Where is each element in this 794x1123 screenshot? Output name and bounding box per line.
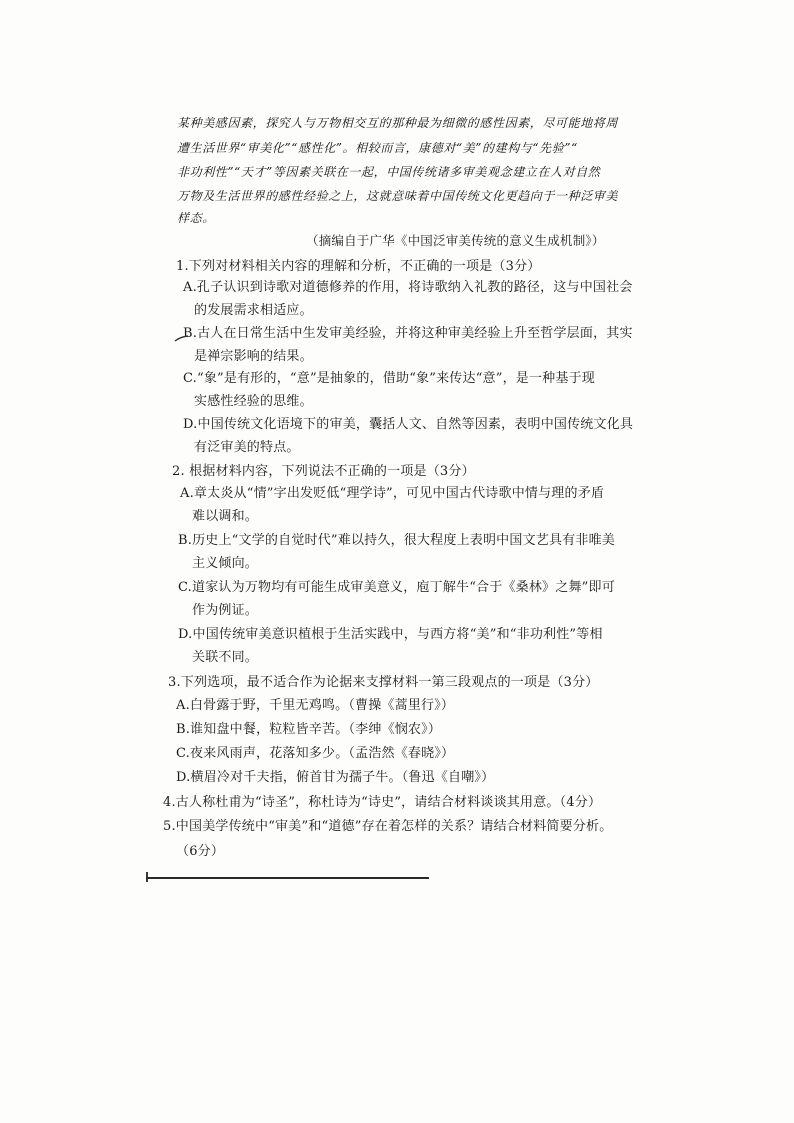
q2-option-b: B.历史上“文学的自觉时代”难以持久，很大程度上表明中国文艺具有非唯美: [178, 533, 615, 548]
q1-option-c: C.“象”是有形的，“意”是抽象的，借助“象”来传达“意”，是一种基于现: [183, 371, 595, 386]
question-2-stem: 2. 根据材料内容，下列说法不正确的一项是（3分）: [172, 464, 475, 479]
question-3-stem: 3.下列选项，最不适合作为论据来支撑材料一第三段观点的一项是（3分）: [168, 675, 599, 690]
q2-option-a-cont: 难以调和。: [192, 509, 259, 524]
source-citation: （摘编自于广华《中国泛审美传统的意义生成机制》）: [306, 233, 605, 248]
q3-option-a: A.白骨露于野，千里无鸡鸣。（曹操《蒿里行》）: [176, 698, 455, 713]
q2-option-c: C.道家认为万物均有可能生成审美意义，庖丁解牛“合于《桑林》之舞”即可: [178, 580, 615, 595]
q2-option-d: D.中国传统审美意识植根于生活实践中，与西方将“美”和“非功利性”等相: [178, 627, 603, 642]
q1-option-a: A.孔子认识到诗歌对道德修养的作用，将诗歌纳入礼教的路径，这与中国社会: [183, 280, 633, 295]
passage-line: 非功利性”“天才”等因素关联在一起，中国传统诸多审美观念建立在人对自然: [177, 165, 601, 179]
question-4-stem: 4.古人称杜甫为“诗圣”，称杜诗为“诗史”，请结合材料谈谈其用意。（4分）: [163, 795, 602, 810]
q3-option-b: B.谁知盘中餐，粒粒皆辛苦。（李绅《悯农》）: [176, 722, 442, 737]
q2-option-b-cont: 主义倾向。: [192, 556, 259, 571]
q1-option-b-cont: 是禅宗影响的结果。: [194, 349, 313, 364]
bottom-divider: [146, 877, 429, 879]
q2-option-c-cont: 作为例证。: [192, 603, 259, 618]
pen-mark-icon: [174, 333, 190, 343]
q3-option-c: C.夜来风雨声，花落知多少。（孟浩然《春晓》）: [176, 746, 455, 761]
q1-option-a-cont: 的发展需求相适应。: [194, 303, 313, 318]
question-5-stem: 5.中国美学传统中“审美”和“道德”存在着怎样的关系？请结合材料简要分析。: [163, 819, 613, 834]
question-5-points: （6分）: [176, 844, 225, 859]
passage-line: 某种美感因素，探究人与万物相交互的那种最为细微的感性因素，尽可能地将周: [177, 116, 619, 130]
passage-line: 遭生活世界“审美化”“感性化”。相较而言，康德对“美”的建构与“先验”“: [177, 141, 578, 155]
question-1-stem: 1.下列对材料相关内容的理解和分析，不正确的一项是（3分）: [176, 259, 541, 274]
q3-option-d: D.横眉冷对千夫指，俯首甘为孺子牛。（鲁迅《自嘲》）: [176, 770, 495, 785]
q2-option-a: A.章太炎从“情”字出发贬低“理学诗”，可见中国古代诗歌中情与理的矛盾: [180, 486, 605, 501]
q2-option-d-cont: 关联不同。: [192, 650, 259, 665]
passage-line: 样态。: [177, 211, 215, 225]
passage-line: 万物及生活世界的感性经验之上，这就意味着中国传统文化更趋向于一种泛审美: [177, 189, 619, 203]
q1-option-d: D.中国传统文化语境下的审美，囊括人文、自然等因素，表明中国传统文化具: [183, 417, 634, 432]
q1-option-d-cont: 有泛审美的特点。: [194, 440, 300, 455]
q1-option-c-cont: 实感性经验的思维。: [194, 394, 313, 409]
q1-option-b: B.古人在日常生活中生发审美经验，并将这种审美经验上升至哲学层面，其实: [183, 326, 633, 341]
